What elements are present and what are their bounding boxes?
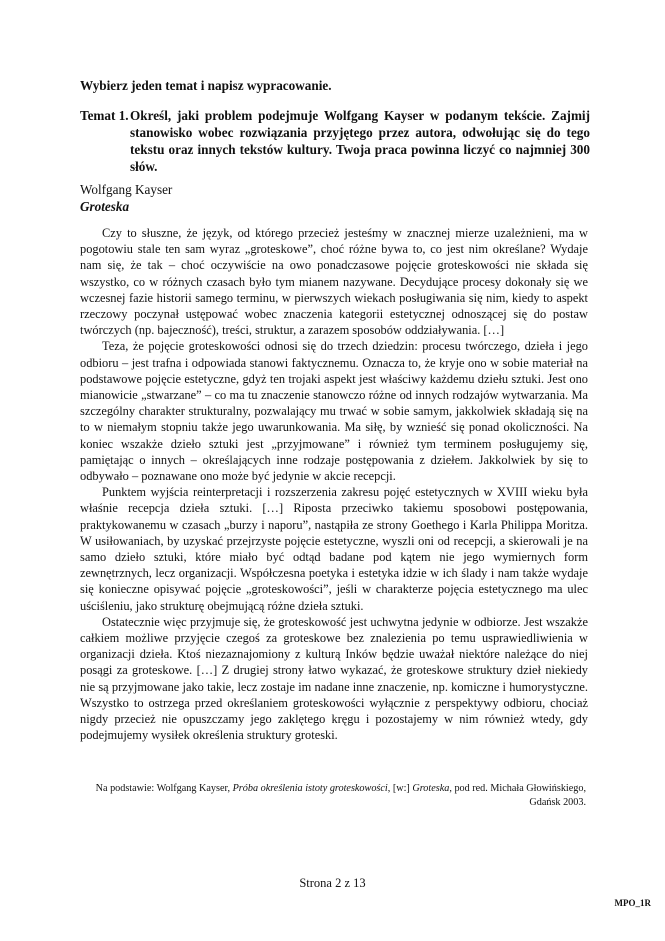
citation-book: Groteska [412, 783, 450, 794]
text-author: Wolfgang Kayser [80, 182, 173, 197]
paragraph: Teza, że pojęcie groteskowości odnosi się do trzech dziedzin: procesu twórczego, dzieła i jego odbioru – jest trafna i odpowiada stanowi faktycznemu. Oznacza to, że kryje ono w sobie materiał na podstawowe pojęcie estetyczne, gdyż ten trojaki aspekt jest właściwy każdemu dziełu sztuki. Jest ono mianowicie „stwarzane” – co ma tu znaczenie stanowczo różne od innych rodzajów wytwarzania. Ma szczególny charakter strukturalny, pozwalający mu trwać w sobie samym, jakkolwiek składają się na to w niemałym stopniu także jego uwarunkowania. Ma siłę, by wznieść się ponad okoliczności. Na koniec wszakże dzieło sztuki jest „przyjmowane” i również tym terminem posługujemy się, pamiętając o innych – określających inne rodzaje postępowania z dziełem. Jakkolwiek by się to odbywało – poznawane ono może być jedynie w akcie recepcji. [80, 339, 588, 484]
source-text [80, 225, 588, 744]
paragraph: Ostatecznie więc przyjmuje się, że groteskowość jest uchwytna jedynie w odbiorze. Jest wszakże całkiem możliwe przyjęcie czegoś za groteskowe bez znalezienia po temu usprawiedliwienia w organizacji dzieła. Ktoś niezaznajomiony z kulturą Inków będzie uważał niektóre należące do niej posągi za groteskowe. […] Z drugiej strony łatwo wykazać, że groteskowe struktury dzieł niekiedy nie są przyjmowane jako takie, lecz zostaje im nadane inne znaczenie, np. komiczne i humorystyczne. Wszystko to ostrzega przed określaniem groteskowości wyłącznie z perspektywy odbioru, chociaż nigdy przecież nie opuszczamy jego zaklętego kręgu i pozostajemy w nim również wtedy, gdy podejmujemy wysiłek określenia struktury groteski. [80, 614, 588, 743]
topic-number: Temat 1. [80, 108, 129, 123]
citation-suffix: , pod red. Michała Głowińskiego, Gdańsk 2003. [449, 783, 586, 808]
page-number: Strona 2 z 13 [299, 876, 366, 890]
instruction: Wybierz jeden temat i napisz wypracowanie. [80, 78, 332, 93]
source-citation [80, 782, 586, 810]
text-title: Groteska [80, 199, 130, 214]
citation-middle: , [w:] [387, 783, 413, 794]
paragraph: Czy to słuszne, że język, od którego przecież jesteśmy w znacznej mierze uzależnieni, ma w pogotowiu stale ten sam wyraz „groteskowe”, choć różne bywa to, co jest nim określane? Wydaje nam się, że tak – choć oczywiście na owo ponadczasowe pojęcie groteskowości nie składa się wszystko, co w różnych czasach było tym mianem nazywane. Decydujące procesy dokonały się we wczesnej fazie historii samego terminu, w pierwszych wiekach posługiwania się nim, kiedy to aspekt rzeczowy poczynał ustępować wobec znaczenia kategorii estetycznej odnoszącej się do postaw twórczych (np. bajeczność), treści, struktur, a zarazem sposobów oddziaływania. […] [80, 226, 588, 338]
citation-prefix: Na podstawie: Wolfgang Kayser, [95, 783, 233, 794]
citation-work: Próba określenia istoty groteskowości [232, 783, 388, 794]
exam-code: MPO_1R [614, 898, 651, 908]
paragraph: Punktem wyjścia reinterpretacji i rozszerzenia zakresu pojęć estetycznych w XVIII wieku była właśnie recepcja dzieła sztuki. […] Riposta przeciwko takiemu sposobowi postępowania, praktykowanemu w czasach „burzy i naporu”, nastąpiła ze strony Goethego i Karla Philippa Moritza. W usiłowaniach, by uzyskać przejrzyste pojęcie estetyczne, wyszli oni od recepcji, a skierowali je na samo dzieło sztuki, które miało być odtąd badane pod kątem nie jego wymiernych form zewnętrznych, lecz organizacji. Współczesna poetyka i estetyka idzie w ich ślady i nam także wydaje się konieczne opisywać pojęcie „groteskowości”, jeśli w charakterze pojęcia estetycznego ma ulec uściśleniu, jako strukturę obejmującą różne dzieła sztuki. [80, 485, 588, 613]
topic-1 [80, 107, 590, 175]
topic-text: Określ, jaki problem podejmuje Wolfgang Kayser w podanym tekście. Zajmij stanowisko wobec rozwiązania przyjętego przez autora, odwołując się do tego tekstu oraz innych tekstów kultury. Twoja praca powinna liczyć co najmniej 300 słów. [130, 108, 590, 174]
